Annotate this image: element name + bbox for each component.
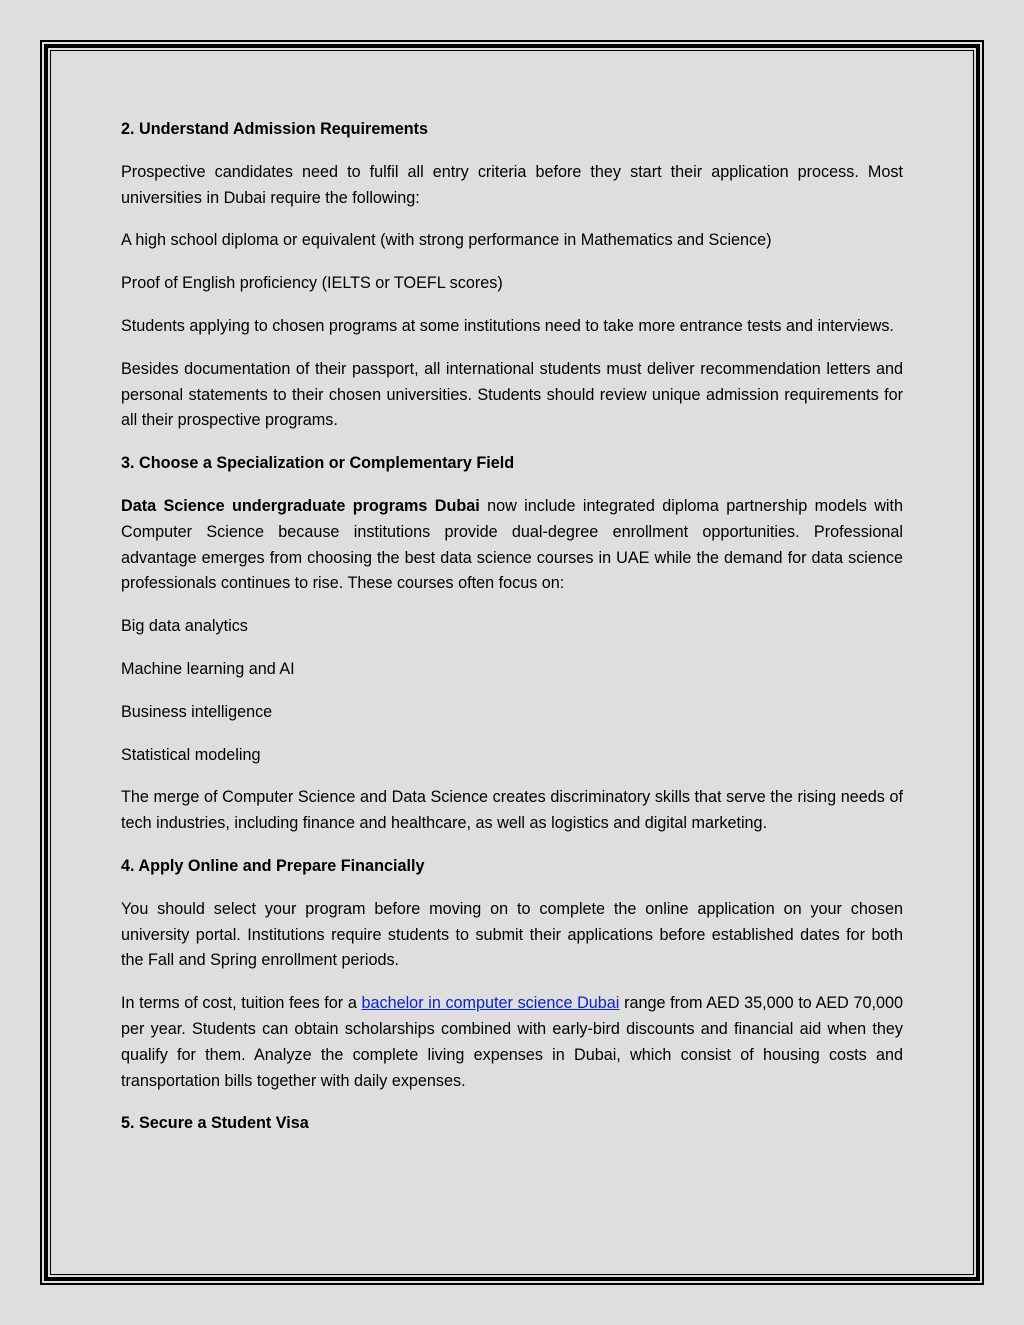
section-3-intro-bold: Data Science undergraduate programs Dubai bbox=[121, 496, 480, 515]
section-2-paragraph-tests: Students applying to chosen programs at some institutions need to take more entrance tests and interviews. bbox=[121, 316, 894, 335]
focus-item-statistical-modeling: Statistical modeling bbox=[121, 745, 261, 764]
section-4-cost-text-before: In terms of cost, tuition fees for a bbox=[121, 994, 362, 1013]
section-2-paragraph-1: Prospective candidates need to fulfil all entry criteria before they start their application process. Most universities in Dubai require the following: bbox=[121, 162, 903, 207]
section-4-cost-text-after: range from AED 35,000 to AED 70,000 per year. Students can obtain scholarships combined with early-bird discounts and financial aid when they qualify for them. Analyze the complete living expenses in Dubai, which consist of housing costs and transportation bills together with daily expenses. bbox=[121, 994, 904, 1090]
focus-item-business-intelligence: Business intelligence bbox=[121, 702, 273, 721]
section-4-paragraph-1: You should select your program before moving on to complete the online application on your chosen university portal. Institutions require students to submit their applications before established dates for both the Fall and Spring enrollment periods. bbox=[121, 899, 903, 970]
section-3-intro-paragraph bbox=[121, 494, 903, 597]
section-2-requirement-diploma: A high school diploma or equivalent (with strong performance in Mathematics and Science) bbox=[121, 231, 772, 250]
section-3-heading: 3. Choose a Specialization or Complementary Field bbox=[121, 454, 515, 473]
section-3-closing-paragraph: The merge of Computer Science and Data Science creates discriminatory skills that serve the rising needs of tech industries, including finance and healthcare, as well as logistics and digital marketing. bbox=[121, 788, 903, 833]
focus-item-big-data: Big data analytics bbox=[121, 617, 248, 636]
bachelor-cs-dubai-link[interactable]: bachelor in computer science Dubai bbox=[361, 994, 620, 1013]
focus-item-machine-learning: Machine learning and AI bbox=[121, 659, 295, 678]
section-4-heading: 4. Apply Online and Prepare Financially bbox=[121, 856, 425, 875]
section-2-paragraph-documentation: Besides documentation of their passport, all international students must deliver recommendation letters and personal statements to their chosen universities. Students should review unique admission requirements for all their prospective programs. bbox=[121, 359, 903, 430]
section-3-intro-text: now include integrated diploma partnership models with Computer Science because institutions provide dual-degree enrollment opportunities. Professional advantage emerges from choosing the best data science courses in UAE while the demand for data science professionals continues to rise. These courses often focus on: bbox=[121, 496, 903, 593]
section-2-heading: 2. Understand Admission Requirements bbox=[121, 120, 429, 138]
section-5-heading: 5. Secure a Student Visa bbox=[121, 1114, 309, 1133]
section-4-paragraph-cost bbox=[121, 991, 903, 1094]
section-2-requirement-english: Proof of English proficiency (IELTS or TOEFL scores) bbox=[121, 274, 503, 293]
document-body bbox=[121, 117, 903, 1154]
